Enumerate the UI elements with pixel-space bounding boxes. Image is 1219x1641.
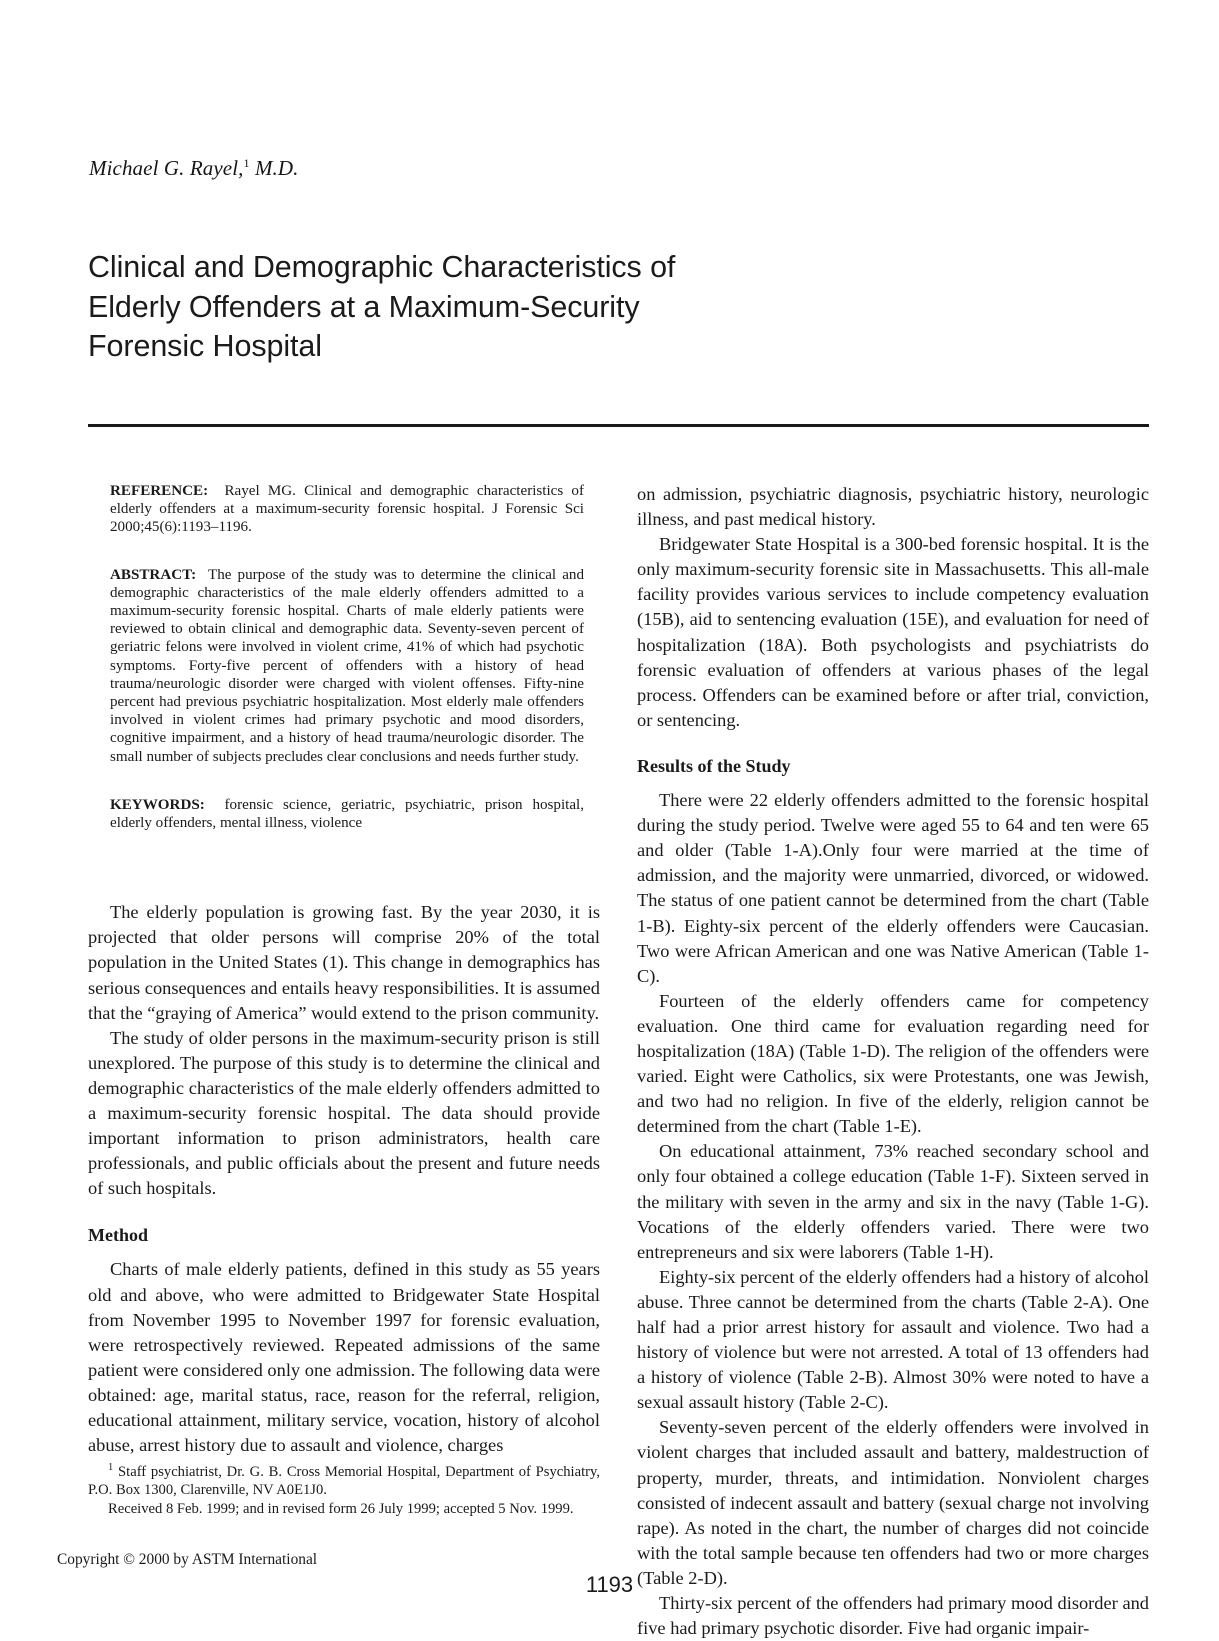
keywords-paragraph xyxy=(110,796,584,832)
right-column xyxy=(637,482,1149,1641)
page-title xyxy=(88,248,928,367)
title-line-2: Elderly Offenders at a Maximum-Security xyxy=(88,289,640,324)
left-column xyxy=(88,482,600,1458)
keywords-text: forensic science, geriatric, psychiatric, prison hospital, elderly offenders, mental illness, violence xyxy=(110,796,585,832)
paragraph: Bridgewater State Hospital is a 300-bed forensic hospital. It is the only maximum-security forensic site in Massachusetts. This all-male facility provides various services to include competency evaluation (15B), aid to sentencing evaluation (15E), and evaluation for need of hospitalization (18A). Both psychologists and psychiatrists do forensic evaluation of offenders at various phases of the legal process. Offenders can be examined before or after trial, conviction, or sentencing. xyxy=(637,534,1149,730)
paragraph: The elderly population is growing fast. By the year 2030, it is projected that older persons will comprise 20% of the total population in the United States (1). This change in demographics has serious consequences and entails heavy responsibilities. It is assumed that the “graying of America” would extend to the prison community. xyxy=(88,902,600,1023)
abstract-paragraph xyxy=(110,566,584,766)
spacer-intro xyxy=(88,832,600,900)
spacer-reference xyxy=(110,537,584,566)
footnote-block xyxy=(88,1463,600,1518)
footnote-affiliation-text: Staff psychiatrist, Dr. G. B. Cross Memorial Hospital, Department of Psychiatry, P.O. Box 1300, Clarenville, NV A0E1J0. xyxy=(88,1464,600,1499)
paragraph: Charts of male elderly patients, defined in this study as 55 years old and above, who were admitted to Bridgewater State Hospital from November 1995 to November 1997 for forensic evaluation, were retrospectively reviewed. Repeated admissions of the same patient were considered only one admission. The following data were obtained: age, marital status, race, reason for the referral, religion, educational attainment, military service, vocation, history of alcohol abuse, arrest history due to assault and violence, charges xyxy=(88,1259,600,1456)
spacer-abstract xyxy=(110,766,584,796)
reference-text: Rayel MG. Clinical and demographic characteristics of elderly offenders at a maximum-security forensic hospital. J Forensic Sci 2000;45(6):1193–1196. xyxy=(110,483,584,536)
reference-label: REFERENCE: xyxy=(110,483,209,499)
paragraph: Eighty-six percent of the elderly offenders had a history of alcohol abuse. Three cannot be determined from the charts (Table 2-A). One half had a prior arrest history for assault and violence. Two had a history of violence but were not arrested. A total of 13 offenders had a history of violence (Table 2-B). Almost 30% were noted to have a sexual assault history (Table 2-C). xyxy=(637,1266,1149,1413)
copyright-notice: Copyright © 2000 by ASTM International xyxy=(57,1551,318,1568)
header-divider xyxy=(88,424,1149,427)
author-name: Michael G. Rayel, xyxy=(89,156,244,180)
section-heading-method: Method xyxy=(88,1225,148,1246)
paragraph: Seventy-seven percent of the elderly offenders were involved in violent charges that included assault and battery, maldestruction of property, murder, threats, and intimidation. Nonviolent charges consisted of indecent assault and battery (sexual charge not involving rape). As noted in the chart, the number of charges did not coincide with the total sample because ten offenders had two or more charges (Table 2-D). xyxy=(637,1417,1149,1588)
abstract-block xyxy=(110,482,584,832)
paragraph: Fourteen of the elderly offenders came for competency evaluation. One third came for evaluation regarding need for hospitalization (18A) (Table 1-D). The religion of the offenders were varied. Eight were Catholics, six were Protestants, one was Jewish, and two had no religion. In five of the elderly, religion cannot be determined from the chart (Table 1-E). xyxy=(637,990,1149,1137)
title-line-3: Forensic Hospital xyxy=(88,329,322,364)
paragraph: The study of older persons in the maximum-security prison is still unexplored. The purpose of this study is to determine the clinical and demographic characteristics of the male elderly offenders admitted to a maximum-security forensic hospital. The data should provide important information to prison administrators, health care professionals, and public officials about the present and future needs of such hospitals. xyxy=(88,1027,600,1199)
paragraph: On educational attainment, 73% reached secondary school and only four obtained a college education (Table 1-F). Sixteen served in the military with seven in the army and six in the navy (Table 1-G). Vocations of the elderly offenders varied. There were two entrepreneurs and six were laborers (Table 1-H). xyxy=(637,1141,1149,1262)
page-number: 1193 xyxy=(585,1572,634,1597)
abstract-text: The purpose of the study was to determine the clinical and demographic characteristics of the male elderly offenders admitted to a maximum-security forensic hospital. Charts of male elderly patients were reviewed to obtain clinical and demographic data. Seventy-seven percent of geriatric felons were involved in violent crime, 41% of which had psychotic symptoms. Forty-five percent of offenders with a history of head trauma/neurologic disorder were charged with violent offenses. Fifty-nine percent had previous psychiatric hospitalization. Most elderly male offenders involved in violent crimes had primary psychotic and mood disorders, cognitive impairment, and a history of head trauma/neurologic disorder. The small number of subjects precludes clear conclusions and needs further study. xyxy=(110,566,584,765)
author-byline xyxy=(89,156,299,181)
paragraph: Thirty-six percent of the offenders had primary mood disorder and five had primary psychotic disorder. Five had organic impair- xyxy=(637,1593,1149,1639)
right-body-text xyxy=(637,482,1149,1641)
paragraph: There were 22 elderly offenders admitted to the forensic hospital during the study period. Twelve were aged 55 to 64 and ten were 65 and older (Table 1-A).Only four were married at the time of admission, and the majority were unmarried, divorced, or widowed. The status of one patient cannot be determined from the chart (Table 1-B). Eighty-six percent of the elderly offenders were Caucasian. Two were African American and one was Native American (Table 1-C). xyxy=(637,790,1149,986)
footnote-marker: 1 xyxy=(108,1462,114,1474)
title-line-1: Clinical and Demographic Characteristics of xyxy=(88,250,676,285)
abstract-label: ABSTRACT: xyxy=(110,566,197,583)
footnote-affiliation-paragraph xyxy=(88,1463,600,1500)
paragraph: on admission, psychiatric diagnosis, psychiatric history, neurologic illness, and past medical history. xyxy=(637,484,1149,530)
footnote-dates: Received 8 Feb. 1999; and in revised form 26 July 1999; accepted 5 Nov. 1999. xyxy=(108,1500,574,1517)
left-body-text xyxy=(88,900,600,1458)
author-footnote-marker: 1 xyxy=(243,156,250,170)
author-degree: M.D. xyxy=(249,156,299,180)
section-heading-results: Results of the Study xyxy=(637,755,791,776)
reference-paragraph xyxy=(110,482,584,537)
keywords-label: KEYWORDS: xyxy=(110,796,205,813)
